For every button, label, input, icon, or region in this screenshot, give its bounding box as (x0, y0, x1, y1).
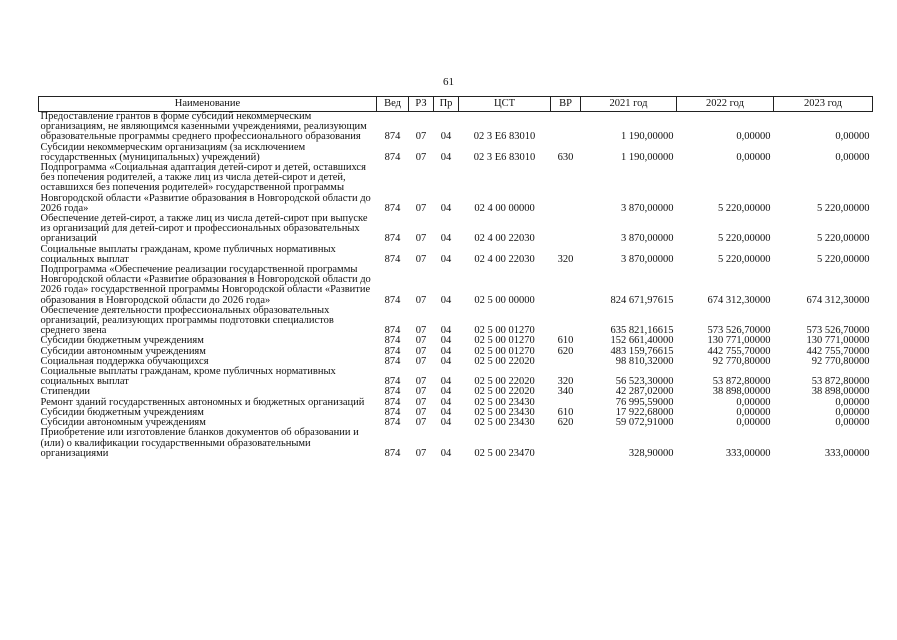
row-vr: 610 (557, 335, 574, 347)
row-value-2023: 5 220,00000 (817, 253, 870, 265)
row-value-2022: 5 220,00000 (718, 253, 771, 265)
row-value-2021: 328,90000 (628, 447, 674, 459)
row-vr: 320 (557, 253, 574, 265)
row-name: Субсидии некоммерческим организациям (за исключением государственных (муниципальных) учреждений) (40, 141, 306, 163)
row-pr: 04 (440, 335, 452, 347)
col-header-2021: 2021 год (581, 97, 677, 112)
row-ved: 874 (384, 345, 401, 357)
row-value-2021: 76 995,59000 (615, 396, 674, 408)
row-rz: 07 (415, 151, 427, 163)
row-rz: 07 (415, 386, 427, 398)
row-value-2023: 5 220,00000 (817, 202, 870, 214)
row-cst: 02 5 00 23470 (474, 447, 535, 459)
table-row (39, 143, 873, 163)
row-vr (551, 306, 581, 337)
row-ved: 874 (384, 386, 401, 398)
row-rz: 07 (415, 345, 427, 357)
row-value-2022: 0,00000 (736, 151, 771, 163)
table-header-row (39, 97, 873, 112)
row-vr: 620 (557, 345, 574, 357)
col-header-cst: ЦСТ (459, 97, 551, 112)
row-ved: 874 (384, 355, 401, 367)
row-value-2022: 0,00000 (736, 131, 771, 143)
row-cst: 02 5 00 22020 (474, 355, 535, 367)
table-row (39, 428, 873, 459)
row-value-2022: 5 220,00000 (718, 233, 771, 245)
row-name: Социальные выплаты гражданам, кроме публичных нормативных социальных выплат (40, 243, 336, 265)
col-header-2022: 2022 год (677, 97, 774, 112)
row-rz: 07 (415, 376, 427, 388)
row-vr (551, 357, 581, 367)
table-row (39, 163, 873, 214)
row-rz: 07 (415, 294, 427, 306)
row-cst: 02 5 00 01270 (474, 335, 535, 347)
row-name: Субсидии автономным учреждениям (40, 417, 206, 429)
row-pr: 04 (440, 151, 452, 163)
row-value-2023: 130 771,00000 (806, 335, 870, 347)
row-ved: 874 (384, 396, 401, 408)
row-value-2022: 0,00000 (736, 406, 771, 418)
row-cst: 02 5 00 23430 (474, 406, 535, 418)
row-cst: 02 4 00 00000 (474, 202, 535, 214)
row-value-2023: 0,00000 (835, 417, 870, 429)
row-value-2021: 1 190,00000 (621, 131, 674, 143)
row-pr: 04 (440, 396, 452, 408)
row-value-2023: 38 898,00000 (811, 386, 870, 398)
row-rz: 07 (415, 325, 427, 337)
row-pr: 04 (440, 131, 452, 143)
row-value-2021: 56 523,30000 (615, 376, 674, 388)
row-pr: 04 (440, 345, 452, 357)
row-pr: 04 (440, 406, 452, 418)
row-value-2021: 3 870,00000 (621, 253, 674, 265)
row-value-2021: 635 821,16615 (610, 325, 674, 337)
col-header-rz: РЗ (409, 97, 434, 112)
row-ved: 874 (384, 294, 401, 306)
row-name: Предоставление грантов в форме субсидий некоммерческим организациям, не являющимся казенными учреждениями, реализующим образовательные программы среднего профессионального образования (40, 111, 367, 143)
row-vr (551, 428, 581, 459)
row-cst: 02 3 E6 83010 (473, 131, 536, 143)
row-rz: 07 (415, 447, 427, 459)
row-rz: 07 (415, 335, 427, 347)
row-vr: 620 (557, 417, 574, 429)
row-value-2021: 3 870,00000 (621, 202, 674, 214)
page-number: 61 (443, 76, 454, 88)
row-value-2021: 3 870,00000 (621, 233, 674, 245)
row-vr (551, 214, 581, 245)
row-rz: 07 (415, 253, 427, 265)
row-value-2023: 0,00000 (835, 396, 870, 408)
row-value-2023: 573 526,70000 (806, 325, 870, 337)
row-ved: 874 (384, 406, 401, 418)
row-pr: 04 (440, 447, 452, 459)
row-pr: 04 (440, 355, 452, 367)
table-row (39, 306, 873, 337)
row-name: Приобретение или изготовление бланков документов об образовании и (или) о квалификации государственными образовательными организациями (40, 427, 359, 459)
col-header-2023: 2023 год (774, 97, 873, 112)
row-value-2022: 442 755,70000 (707, 345, 771, 357)
row-pr: 04 (440, 376, 452, 388)
table-row (39, 367, 873, 387)
row-cst: 02 5 00 01270 (474, 325, 535, 337)
row-value-2021: 42 287,02000 (615, 386, 674, 398)
row-vr (551, 112, 581, 143)
budget-table (38, 96, 873, 459)
row-value-2021: 483 159,76615 (610, 345, 674, 357)
row-value-2023: 333,00000 (824, 447, 870, 459)
col-header-pr: Пр (434, 97, 459, 112)
row-cst: 02 5 00 22020 (474, 376, 535, 388)
row-cst: 02 3 E6 83010 (473, 151, 536, 163)
row-value-2023: 0,00000 (835, 406, 870, 418)
row-value-2023: 0,00000 (835, 131, 870, 143)
row-value-2022: 5 220,00000 (718, 202, 771, 214)
row-value-2022: 38 898,00000 (712, 386, 771, 398)
row-vr (551, 265, 581, 306)
row-ved: 874 (384, 447, 401, 459)
row-value-2023: 674 312,30000 (806, 294, 870, 306)
row-name: Подпрограмма «Обеспечение реализации государственной программы Новгородской области «Развитие образования в Новгородской области до 2026 года» государственной программы Новгородской области «Развитие образования в Новгородской области до 2026 года» (40, 264, 371, 306)
row-value-2021: 17 922,68000 (615, 406, 674, 418)
row-cst: 02 5 00 23430 (474, 396, 535, 408)
row-value-2021: 98 810,32000 (615, 355, 674, 367)
row-value-2021: 824 671,97615 (610, 294, 674, 306)
row-ved: 874 (384, 325, 401, 337)
row-vr: 340 (557, 386, 574, 398)
col-header-ved: Вед (377, 97, 409, 112)
row-ved: 874 (384, 376, 401, 388)
table-row (39, 214, 873, 245)
table-row (39, 265, 873, 306)
row-pr: 04 (440, 202, 452, 214)
row-rz: 07 (415, 131, 427, 143)
row-value-2022: 0,00000 (736, 417, 771, 429)
row-value-2023: 92 770,80000 (811, 355, 870, 367)
row-rz: 07 (415, 202, 427, 214)
row-pr: 04 (440, 417, 452, 429)
row-value-2022: 333,00000 (725, 447, 771, 459)
row-cst: 02 5 00 22020 (474, 386, 535, 398)
row-value-2022: 92 770,80000 (712, 355, 771, 367)
row-ved: 874 (384, 202, 401, 214)
row-ved: 874 (384, 131, 401, 143)
row-value-2021: 59 072,91000 (615, 417, 674, 429)
row-cst: 02 4 00 22030 (474, 253, 535, 265)
row-vr: 630 (557, 151, 574, 163)
row-value-2022: 573 526,70000 (707, 325, 771, 337)
row-name: Обеспечение детей-сирот, а также лиц из числа детей-сирот при выпуске из организаций для детей-сирот и профессиональных образовательных организаций (40, 213, 368, 245)
row-rz: 07 (415, 233, 427, 245)
row-vr: 610 (557, 406, 574, 418)
row-value-2023: 5 220,00000 (817, 233, 870, 245)
table-row (39, 245, 873, 265)
row-pr: 04 (440, 233, 452, 245)
row-name: Социальная поддержка обучающихся (40, 355, 209, 367)
row-vr: 320 (557, 376, 574, 388)
row-name: Субсидии автономным учреждениям (40, 345, 206, 357)
table-row (39, 112, 873, 143)
row-value-2021: 1 190,00000 (621, 151, 674, 163)
row-value-2022: 53 872,80000 (712, 376, 771, 388)
row-pr: 04 (440, 386, 452, 398)
row-value-2021: 152 661,40000 (610, 335, 674, 347)
row-pr: 04 (440, 253, 452, 265)
row-rz: 07 (415, 396, 427, 408)
row-value-2022: 674 312,30000 (707, 294, 771, 306)
row-pr: 04 (440, 325, 452, 337)
row-name: Стипендии (40, 386, 91, 398)
row-ved: 874 (384, 233, 401, 245)
row-ved: 874 (384, 335, 401, 347)
row-name: Субсидии бюджетным учреждениям (40, 406, 204, 418)
row-rz: 07 (415, 406, 427, 418)
row-cst: 02 5 00 23430 (474, 417, 535, 429)
row-rz: 07 (415, 417, 427, 429)
row-cst: 02 5 00 01270 (474, 345, 535, 357)
row-value-2022: 0,00000 (736, 396, 771, 408)
row-value-2023: 0,00000 (835, 151, 870, 163)
col-header-vr: ВР (551, 97, 581, 112)
row-pr: 04 (440, 294, 452, 306)
row-value-2023: 53 872,80000 (811, 376, 870, 388)
row-name: Ремонт зданий государственных автономных и бюджетных организаций (40, 396, 365, 408)
row-ved: 874 (384, 417, 401, 429)
row-rz: 07 (415, 355, 427, 367)
row-ved: 874 (384, 253, 401, 265)
row-value-2023: 442 755,70000 (806, 345, 870, 357)
row-name: Социальные выплаты гражданам, кроме публичных нормативных социальных выплат (40, 366, 336, 388)
row-name: Субсидии бюджетным учреждениям (40, 335, 204, 347)
row-name: Подпрограмма «Социальная адаптация детей-сирот и детей, оставшихся без попечения родителей, а также лиц из числа детей-сирот и детей, оставшихся без попечения родителей» государственной программы Новгородской области «Развитие образования в Новгородской области до 2026 года» (40, 162, 371, 214)
col-header-name: Наименование (39, 97, 377, 112)
row-cst: 02 4 00 22030 (474, 233, 535, 245)
row-vr (551, 163, 581, 214)
row-name: Обеспечение деятельности профессиональных образовательных организаций, реализующих программы подготовки специалистов среднего звена (40, 304, 334, 337)
row-ved: 874 (384, 151, 401, 163)
row-value-2022: 130 771,00000 (707, 335, 771, 347)
row-cst: 02 5 00 00000 (474, 294, 535, 306)
